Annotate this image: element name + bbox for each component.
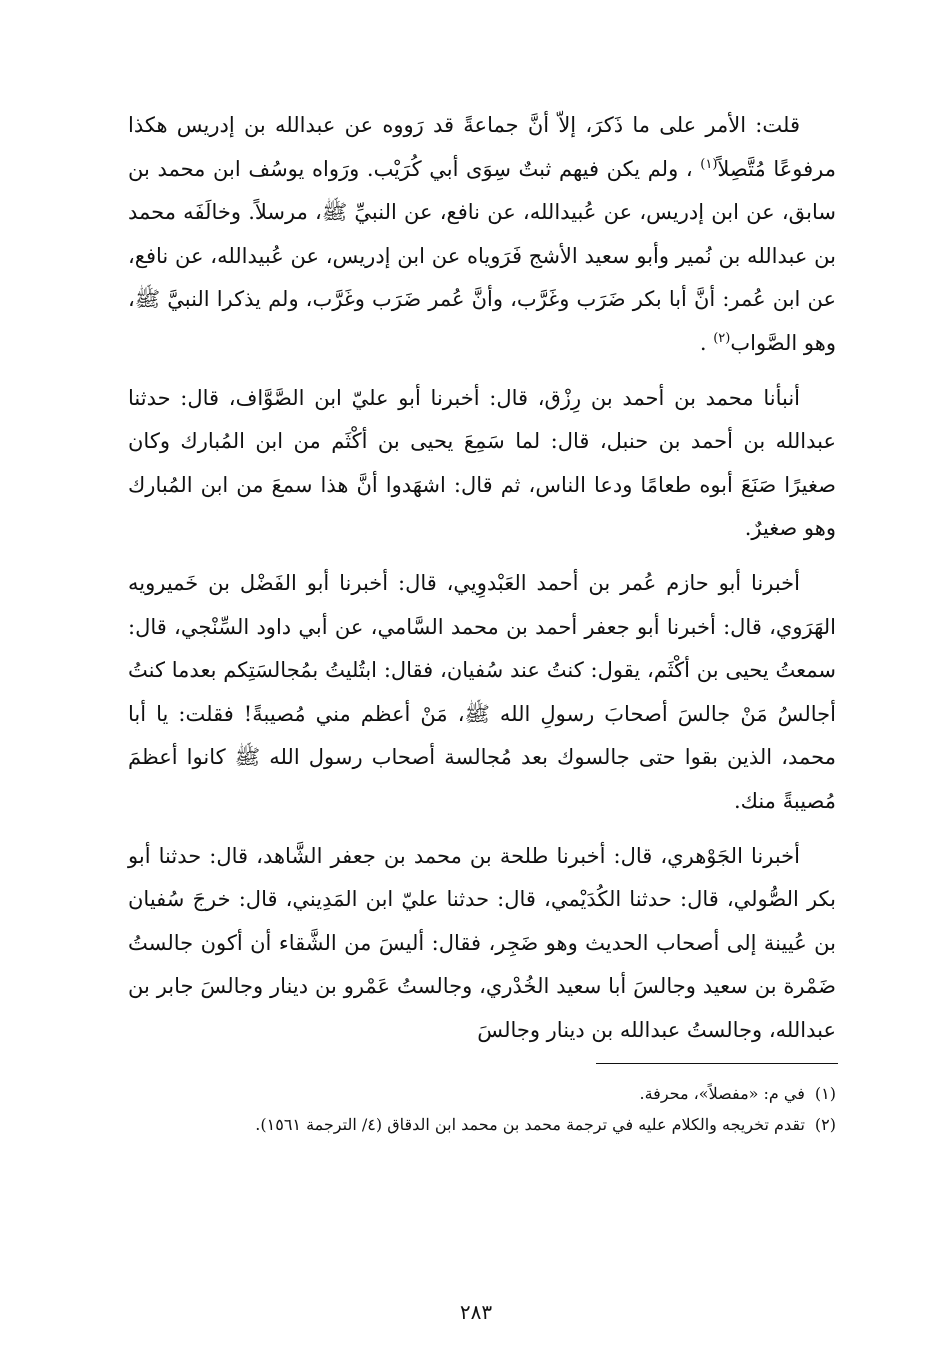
paragraph-1-text-b: ، ولم يكن فيهم ثبتٌ سِوَى أبي كُرَيْب. ورَواه يوسُف ابن محمد بن سابق، عن ابن إدريس، عن عُبيدالله، عن نافع، عن النبيِّ ﷺ، مرسلاً. وخالَفَه محمد بن عبدالله بن نُمير وأبو سعيد الأشج فَرَوياه عن ابن إدريس، عن عُبيدالله، عن نافع، عن ابن عُمر: أنَّ أبا بكر ضَرَب وغَرَّب، وأنَّ عُمر ضَرَب وغَرَّب، ولم يذكرا النبيَّ ﷺ، وهو الصَّواب: [128, 156, 836, 355]
footnote-ref-1: (١): [700, 156, 718, 172]
paragraph-4: أخبرنا الجَوْهري، قال: أخبرنا طلحة بن محمد بن جعفر الشَّاهد، قال: حدثنا أبو بكر الصُّولي، قال: حدثنا الكُدَيْمي، قال: حدثنا عليّ ابن المَدِيني، قال: خرجَ سُفيان بن عُيينة إلى أصحاب الحديث وهو ضَجِر، فقال: أليسَ من الشَّقاء أن أكون جالستُ ضَمْرة بن سعيد وجالسَ أبا سعيد الخُدْري، وجالستُ عَمْرو بن دينار وجالسَ جابر بن عبدالله، وجالستُ عبدالله بن دينار وجالسَ: [128, 843, 836, 1042]
paragraph-1: [128, 104, 836, 366]
footnote-1: [128, 1080, 836, 1107]
paragraph-3: أخبرنا أبو حازم عُمر بن أحمد العَبْدوِيي، قال: أخبرنا أبو الفَضْل بن خَميرويه الهَرَوي، قال: أخبرنا أبو جعفر أحمد بن محمد السَّامي، عن أبي داود السِّنْجي، قال: سمعتُ يحيى بن أكْثَم، يقول: كنتُ عند سُفيان، فقال: ابتُليتُ بمُجالسَتِكم بعدما كنتُ أجالسُ مَنْ جالسَ أصحابَ رسولِ الله ﷺ، مَنْ أعظم مني مُصيبةً! فقلت: يا أبا محمد، الذين بقوا حتى جالسوك بعد مُجالسة أصحاب رسول الله ﷺ كانوا أعظمَ مُصيبةً منك.: [128, 570, 836, 813]
footnote-separator: [596, 1063, 838, 1064]
paragraph-1-text-a: قلت: الأمر على ما ذَكرَ، إلاّ أنَّ جماعةً قد رَووه عن عبدالله بن إدريس هكذا مرفوعًا مُتَّصِلاً: [128, 113, 836, 181]
paragraph-1-text-c: .: [699, 330, 714, 355]
main-text: [128, 104, 836, 1052]
footnote-2-number: (٢): [814, 1115, 836, 1134]
page-number: ٢٨٣: [459, 1300, 493, 1324]
footnote-1-number: (١): [814, 1084, 836, 1103]
footnote-1-text: في م: «مفصلاً»، محرفة.: [639, 1084, 805, 1103]
paragraph-2: أنبأنا محمد بن أحمد بن رِزْق، قال: أخبرنا أبو عليّ ابن الصَّوَّاف، قال: حدثنا عبدالله بن أحمد بن حنبل، قال: لما سَمِعَ يحيى بن أكْثَم من ابن المُبارك وكان صغيرًا صَنَعَ أبوه طعامًا ودعا الناس، ثم قال: اشهَدوا أنَّ هذا سمعَ من ابن المُبارك وهو صغيرٌ.: [128, 385, 836, 541]
footnotes: [128, 1080, 836, 1142]
footnote-ref-2: (٢): [713, 330, 731, 346]
footnote-2-text: تقدم تخريجه والكلام عليه في ترجمة محمد بن محمد ابن الدقاق (٤/ الترجمة ١٥٦١).: [255, 1115, 805, 1134]
footnote-2: [128, 1111, 836, 1138]
